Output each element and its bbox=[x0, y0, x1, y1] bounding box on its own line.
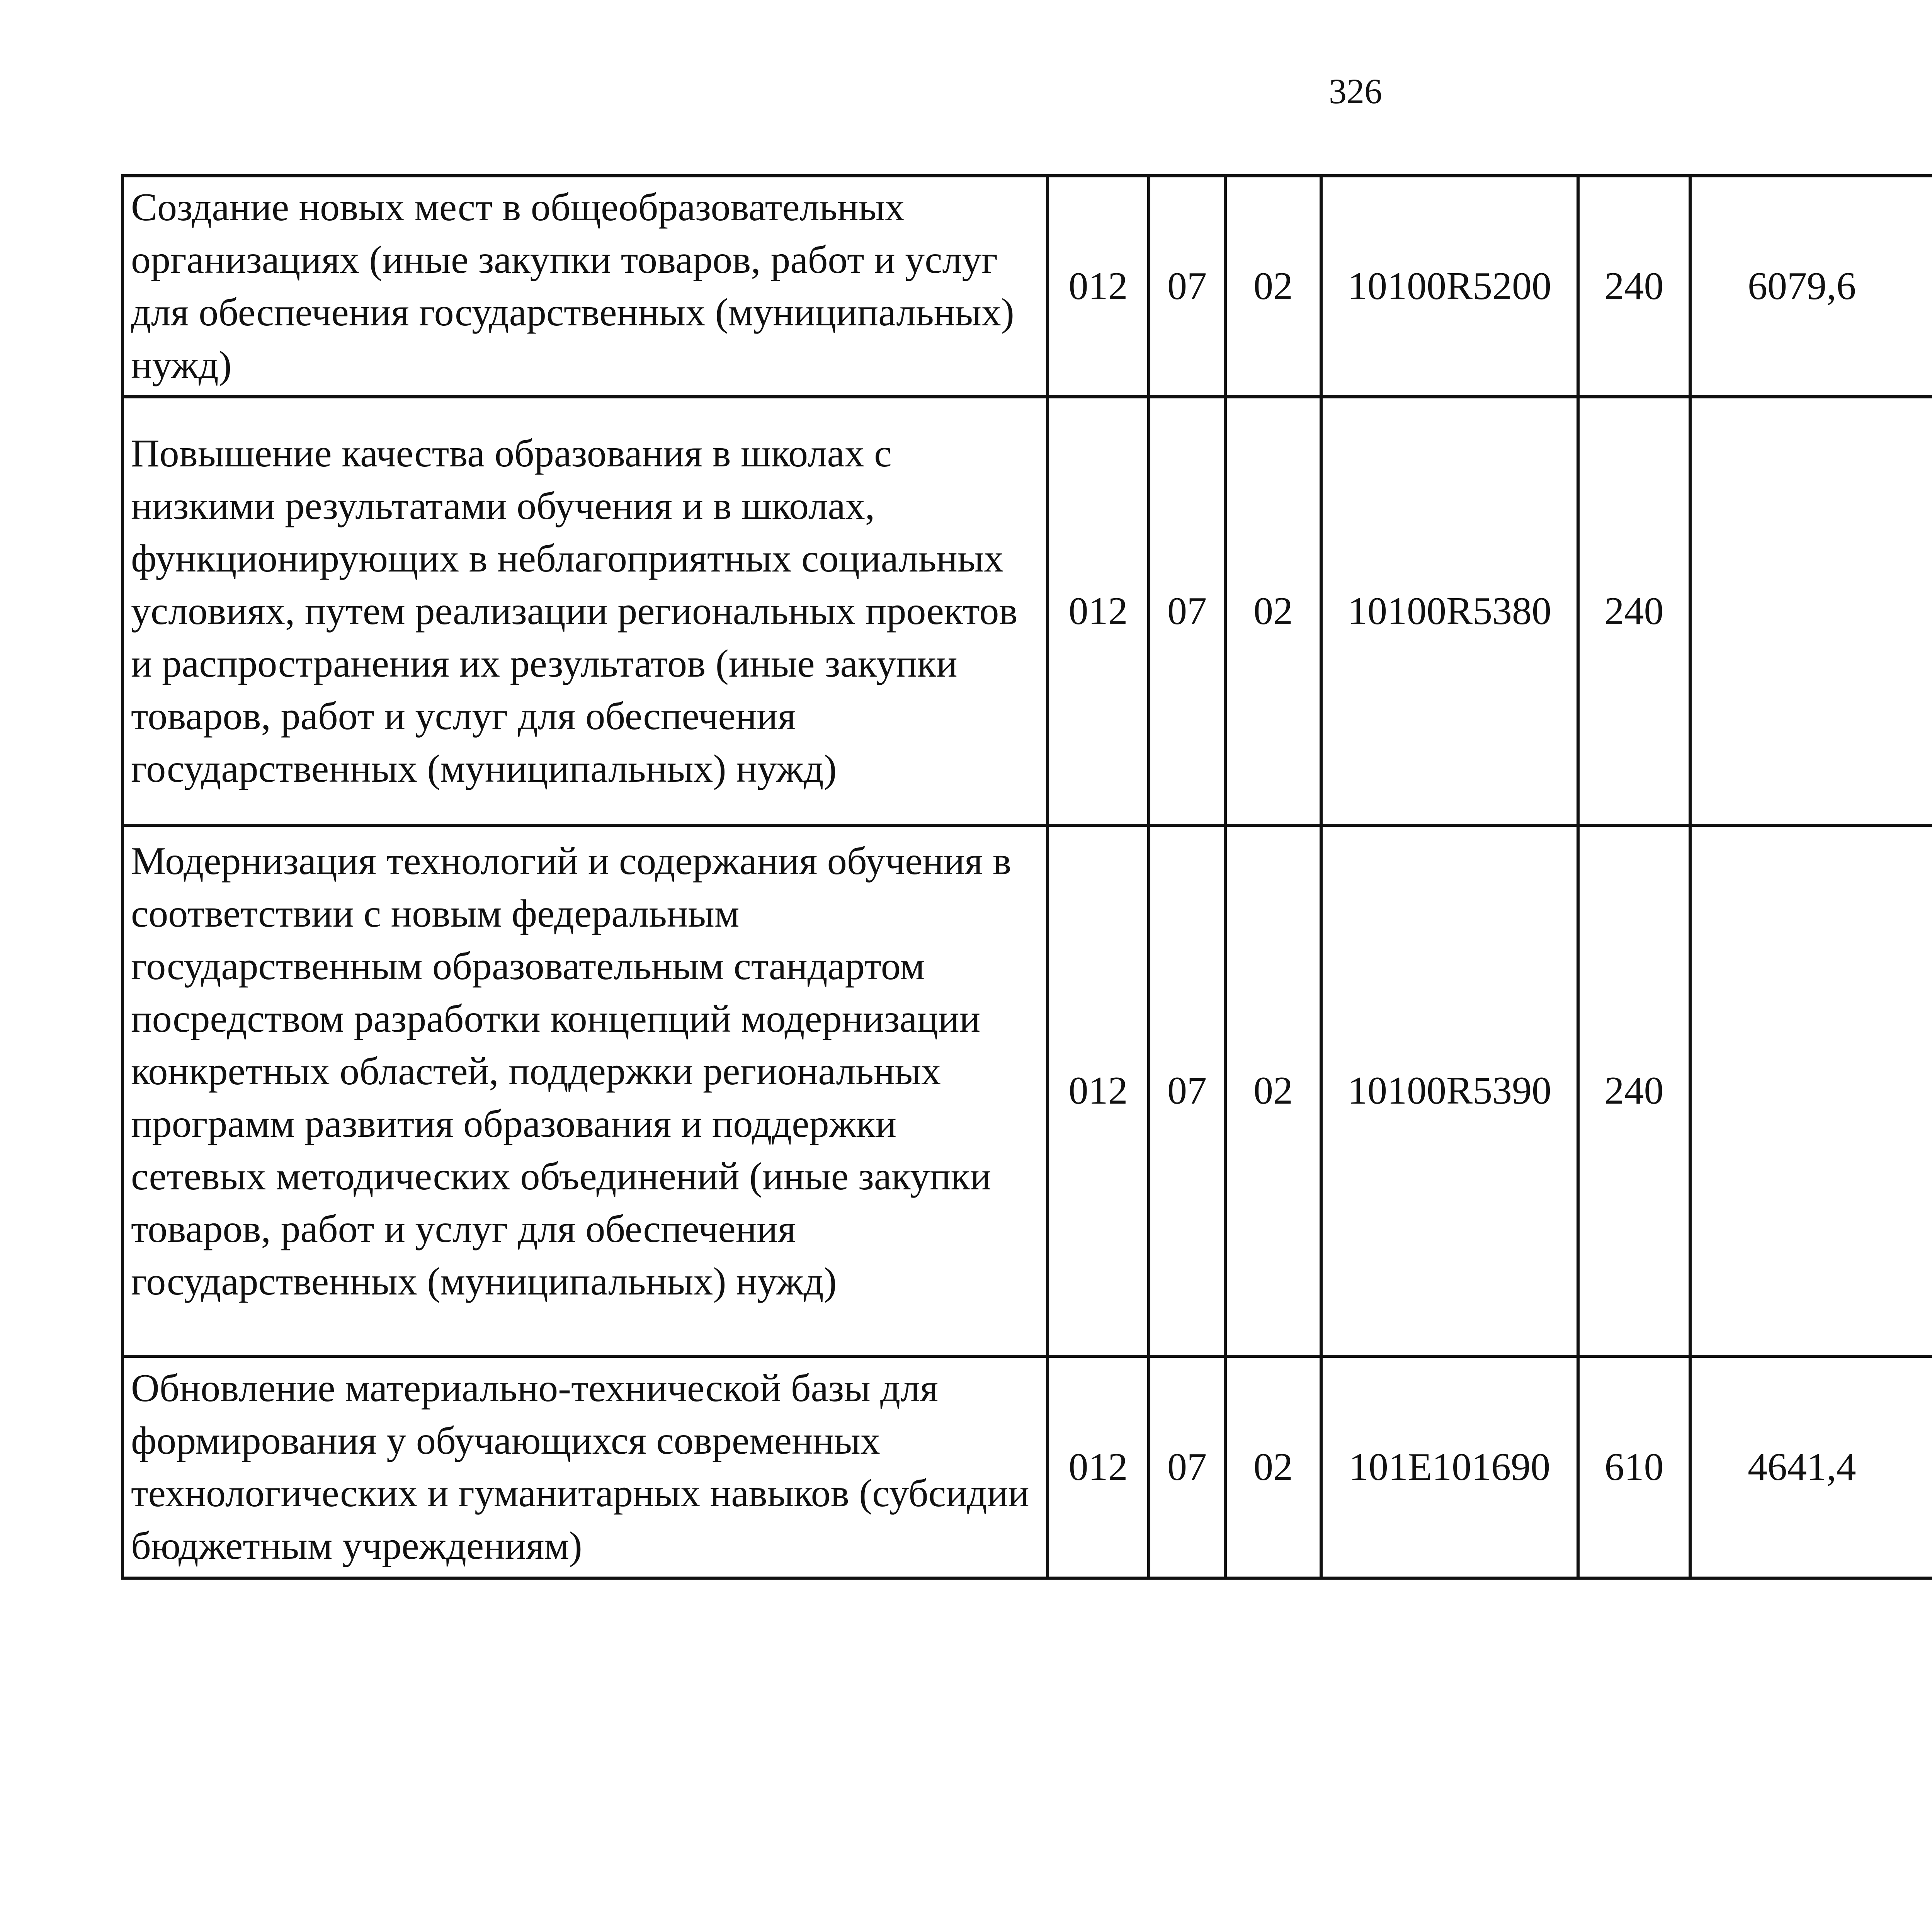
expense-type-cell: 240 bbox=[1578, 825, 1690, 1356]
subsection-code-cell: 02 bbox=[1225, 825, 1321, 1356]
expense-name: Повышение качества образования в школах с низкими результатами обучения и в школах, функционирующих в неблагоприятных социальных условиях, путем реализации региональных проектов и распространения их результатов (иные закупки товаров, работ и услуг для обеспечения государственных (муниципальных) нужд) bbox=[131, 431, 1018, 791]
budget-table bbox=[121, 174, 1932, 1580]
amount-year-1-cell bbox=[1690, 825, 1932, 1356]
section-code-cell: 07 bbox=[1149, 176, 1225, 397]
amount-year-1-cell: 4641,4 bbox=[1690, 1356, 1932, 1578]
target-article-cell: 101E101690 bbox=[1321, 1356, 1578, 1578]
target-article-cell: 10100R5200 bbox=[1321, 176, 1578, 397]
ministry-code-cell: 012 bbox=[1048, 397, 1149, 825]
ministry-code-cell: 012 bbox=[1048, 825, 1149, 1356]
table-row bbox=[122, 1356, 1932, 1578]
subsection-code-cell: 02 bbox=[1225, 1356, 1321, 1578]
ministry-code-cell: 012 bbox=[1048, 176, 1149, 397]
subsection-code-cell: 02 bbox=[1225, 397, 1321, 825]
amount-year-1-cell: 6079,6 bbox=[1690, 176, 1932, 397]
table-row bbox=[122, 397, 1932, 825]
amount-year-1-cell bbox=[1690, 397, 1932, 825]
expense-name-cell bbox=[122, 397, 1048, 825]
ministry-code-cell: 012 bbox=[1048, 1356, 1149, 1578]
table-row bbox=[122, 176, 1932, 397]
expense-name-cell bbox=[122, 825, 1048, 1356]
target-article-cell: 10100R5390 bbox=[1321, 825, 1578, 1356]
expense-name: Модернизация технологий и содержания обучения в соответствии с новым федеральным государственным образовательным стандартом посредством разработки концепций модернизации конкретных областей, поддержки региональных программ развития образования и поддержки сетевых методических объединений (иные закупки товаров, работ и услуг для обеспечения государственных (муниципальных) нужд) bbox=[131, 839, 1012, 1303]
expense-type-cell: 240 bbox=[1578, 397, 1690, 825]
expense-type-cell: 240 bbox=[1578, 176, 1690, 397]
expense-name: Обновление материально-технической базы для формирования у обучающихся современных технологических и гуманитарных навыков (субсидии бюджетным учреждениям) bbox=[131, 1366, 1029, 1568]
section-code-cell: 07 bbox=[1149, 1356, 1225, 1578]
subsection-code-cell: 02 bbox=[1225, 176, 1321, 397]
expense-name: Создание новых мест в общеобразовательных организациях (иные закупки товаров, работ и услуг для обеспечения государственных (муниципальных) нужд) bbox=[131, 185, 1014, 387]
expense-type-cell: 610 bbox=[1578, 1356, 1690, 1578]
section-code-cell: 07 bbox=[1149, 397, 1225, 825]
table-body bbox=[122, 176, 1932, 1578]
section-code-cell: 07 bbox=[1149, 825, 1225, 1356]
table-row bbox=[122, 825, 1932, 1356]
expense-name-cell bbox=[122, 1356, 1048, 1578]
expense-name-cell bbox=[122, 176, 1048, 397]
target-article-cell: 10100R5380 bbox=[1321, 397, 1578, 825]
page-number: 326 bbox=[1329, 71, 1382, 111]
